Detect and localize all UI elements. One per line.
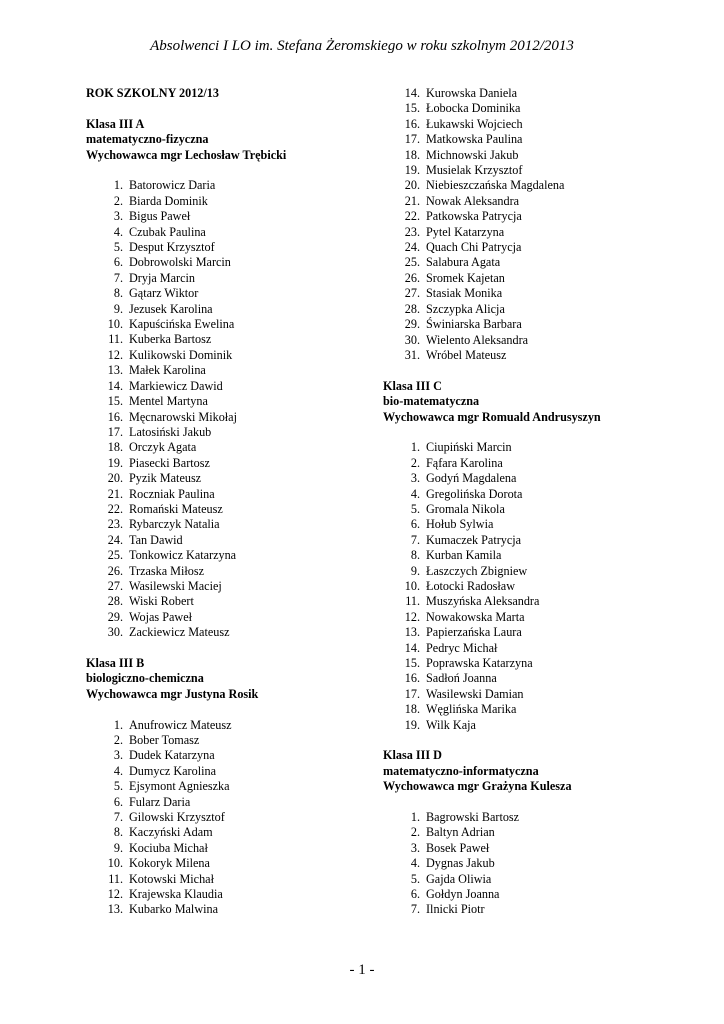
student-number: 3. <box>410 471 420 486</box>
student-number: 2. <box>410 455 420 470</box>
student-number: 12. <box>107 347 123 362</box>
student-name: Gątarz Wiktor <box>129 286 199 301</box>
student-number: 6. <box>410 887 420 902</box>
student-name: Bagrowski Bartosz <box>426 810 520 825</box>
student-item <box>86 286 376 301</box>
student-item <box>86 271 376 286</box>
student-item <box>86 841 376 856</box>
student-item <box>86 487 376 502</box>
student-name: Dobrowolski Marcin <box>129 255 231 270</box>
student-item <box>383 610 683 625</box>
student-name: Wilk Kaja <box>426 717 476 732</box>
student-item <box>86 410 376 425</box>
student-number: 19. <box>404 163 420 178</box>
student-name: Bosek Paweł <box>426 840 490 855</box>
student-item <box>383 333 683 348</box>
student-number: 20. <box>107 471 123 486</box>
student-item <box>86 517 376 532</box>
student-number: 13. <box>107 902 123 917</box>
student-item <box>86 209 376 224</box>
student-item <box>383 132 683 147</box>
student-name: Dygnas Jakub <box>426 856 495 871</box>
student-number: 14. <box>404 86 420 100</box>
student-name: Wiski Robert <box>129 594 194 609</box>
student-name: Nowakowska Marta <box>426 609 525 624</box>
class-name: Klasa III D <box>383 748 442 763</box>
student-number: 23. <box>107 517 123 532</box>
student-item <box>383 86 683 101</box>
student-item <box>383 579 683 594</box>
class-b-block <box>86 656 376 918</box>
student-number: 2. <box>113 193 123 208</box>
student-name: Roczniak Paulina <box>129 486 215 501</box>
student-name: Piasecki Bartosz <box>129 455 210 470</box>
student-name: Sadłoń Joanna <box>426 671 497 686</box>
student-number: 7. <box>113 270 123 285</box>
student-name: Hołub Sylwia <box>426 517 494 532</box>
class-c-block <box>383 379 683 733</box>
student-number: 10. <box>107 856 123 871</box>
student-number: 18. <box>107 440 123 455</box>
student-number: 9. <box>113 840 123 855</box>
student-item <box>86 178 376 193</box>
student-item <box>383 117 683 132</box>
student-number: 6. <box>410 517 420 532</box>
student-name: Zackiewicz Mateusz <box>129 625 230 640</box>
student-item <box>383 148 683 163</box>
student-item <box>86 764 376 779</box>
student-name: Matkowska Paulina <box>426 132 523 147</box>
student-item <box>86 887 376 902</box>
student-number: 12. <box>404 609 420 624</box>
student-number: 9. <box>410 563 420 578</box>
student-number: 3. <box>113 748 123 763</box>
student-name: Baltyn Adrian <box>426 825 495 840</box>
student-name: Dumycz Karolina <box>129 763 216 778</box>
student-name: Dudek Katarzyna <box>129 748 215 763</box>
student-name: Ciupiński Marcin <box>426 440 512 455</box>
student-item <box>383 902 683 917</box>
student-name: Pytel Katarzyna <box>426 224 505 239</box>
class-tutor: Wychowawca mgr Grażyna Kulesza <box>383 779 572 794</box>
student-number: 1. <box>410 440 420 455</box>
student-name: Quach Chi Patrycja <box>426 240 522 255</box>
student-name: Gilowski Krzysztof <box>129 810 225 825</box>
student-number: 1. <box>410 810 420 825</box>
student-list <box>86 718 376 918</box>
student-name: Markiewicz Dawid <box>129 378 223 393</box>
right-column <box>383 86 683 918</box>
student-name: Gromala Nikola <box>426 501 505 516</box>
student-item <box>383 178 683 193</box>
student-item <box>86 733 376 748</box>
student-number: 22. <box>107 501 123 516</box>
student-name: Stasiak Monika <box>426 286 503 301</box>
student-number: 22. <box>404 209 420 224</box>
student-item <box>383 317 683 332</box>
student-item <box>383 533 683 548</box>
student-name: Małek Karolina <box>129 363 206 378</box>
student-name: Poprawska Katarzyna <box>426 656 533 670</box>
student-item <box>383 548 683 563</box>
student-number: 24. <box>107 532 123 547</box>
student-item <box>86 456 376 471</box>
student-number: 5. <box>113 779 123 794</box>
student-number: 23. <box>404 224 420 239</box>
student-number: 4. <box>410 856 420 871</box>
page-number: - 1 - <box>349 962 375 978</box>
student-item <box>383 872 683 887</box>
student-name: Kokoryk Milena <box>129 856 210 871</box>
student-number: 21. <box>404 193 420 208</box>
student-number: 30. <box>404 332 420 347</box>
student-number: 8. <box>113 825 123 840</box>
student-list-continued <box>383 86 683 363</box>
student-name: Wróbel Mateusz <box>426 347 507 362</box>
student-name: Salabura Agata <box>426 255 501 270</box>
student-item <box>383 440 683 455</box>
student-item <box>86 795 376 810</box>
student-number: 5. <box>410 871 420 886</box>
student-item <box>86 825 376 840</box>
student-number: 18. <box>404 147 420 162</box>
class-profile: matematyczno-fizyczna <box>86 132 209 147</box>
student-number: 3. <box>410 840 420 855</box>
student-item <box>383 564 683 579</box>
student-name: Michnowski Jakub <box>426 147 519 162</box>
student-item <box>86 194 376 209</box>
student-name: Godyń Magdalena <box>426 471 517 486</box>
student-name: Ejsymont Agnieszka <box>129 779 230 794</box>
student-name: Rybarczyk Natalia <box>129 517 220 532</box>
student-item <box>86 302 376 317</box>
student-item <box>383 302 683 317</box>
student-number: 6. <box>113 255 123 270</box>
student-name: Dryja Marcin <box>129 270 195 285</box>
page-header: Absolwenci I LO im. Stefana Żeromskiego w roku szkolnym 2012/2013 <box>150 38 574 54</box>
student-name: Świniarska Barbara <box>426 317 522 332</box>
student-number: 18. <box>404 702 420 717</box>
student-number: 14. <box>404 640 420 655</box>
student-number: 7. <box>410 902 420 917</box>
student-name: Orczyk Agata <box>129 440 197 455</box>
student-name: Gajda Oliwia <box>426 871 492 886</box>
student-number: 17. <box>404 132 420 147</box>
student-name: Łukawski Wojciech <box>426 116 523 131</box>
student-number: 14. <box>107 378 123 393</box>
student-number: 2. <box>113 733 123 747</box>
class-profile: biologiczno-chemiczna <box>86 671 204 686</box>
student-number: 16. <box>107 409 123 424</box>
student-name: Biarda Dominik <box>129 193 208 208</box>
student-number: 13. <box>107 363 123 378</box>
student-item <box>383 240 683 255</box>
student-name: Kulikowski Dominik <box>129 347 233 362</box>
student-item <box>86 317 376 332</box>
student-item <box>86 425 376 440</box>
class-name: Klasa III A <box>86 116 145 131</box>
student-number: 30. <box>107 625 123 640</box>
student-item <box>86 625 376 640</box>
student-number: 19. <box>404 717 420 732</box>
student-name: Batorowicz Daria <box>129 178 216 193</box>
student-name: Wielento Aleksandra <box>426 332 529 347</box>
student-name: Musielak Krzysztof <box>426 163 523 178</box>
student-number: 13. <box>404 625 420 640</box>
student-name: Fąfara Karolina <box>426 455 503 470</box>
student-name: Łaszczych Zbigniew <box>426 563 528 578</box>
student-item <box>383 209 683 224</box>
student-item <box>383 163 683 178</box>
student-item <box>383 887 683 902</box>
student-item <box>383 718 683 733</box>
student-item <box>86 255 376 270</box>
student-item <box>86 548 376 563</box>
student-name: Gregolińska Dorota <box>426 486 523 501</box>
school-year-heading: ROK SZKOLNY 2012/13 <box>86 86 219 100</box>
class-name: Klasa III B <box>86 655 145 670</box>
student-name: Tonkowicz Katarzyna <box>129 548 237 563</box>
student-item <box>86 471 376 486</box>
student-number: 11. <box>108 332 123 347</box>
student-name: Czubak Paulina <box>129 224 206 239</box>
student-name: Pyzik Mateusz <box>129 471 202 486</box>
student-item <box>86 748 376 763</box>
student-list <box>86 178 376 640</box>
student-item <box>383 671 683 686</box>
student-name: Nowak Aleksandra <box>426 193 520 208</box>
student-name: Latosiński Jakub <box>129 424 212 439</box>
student-item <box>383 702 683 717</box>
class-tutor: Wychowawca mgr Justyna Rosik <box>86 686 259 701</box>
student-name: Papierzańska Laura <box>426 625 522 640</box>
student-name: Kotowski Michał <box>129 871 214 886</box>
student-name: Krajewska Klaudia <box>129 887 223 902</box>
student-number: 24. <box>404 240 420 255</box>
student-item <box>86 240 376 255</box>
student-item <box>86 440 376 455</box>
student-name: Kuberka Bartosz <box>129 332 212 347</box>
student-item <box>383 625 683 640</box>
student-item <box>86 394 376 409</box>
student-name: Kociuba Michał <box>129 840 208 855</box>
student-name: Patkowska Patrycja <box>426 209 522 224</box>
student-item <box>86 856 376 871</box>
student-number: 4. <box>113 224 123 239</box>
student-number: 4. <box>113 763 123 778</box>
student-item <box>383 502 683 517</box>
student-item <box>383 225 683 240</box>
student-name: Sromek Kajetan <box>426 270 505 285</box>
student-item <box>383 348 683 363</box>
student-number: 29. <box>107 609 123 624</box>
student-number: 26. <box>404 270 420 285</box>
student-item <box>86 902 376 917</box>
student-number: 9. <box>113 301 123 316</box>
student-number: 28. <box>404 301 420 316</box>
student-number: 12. <box>107 887 123 902</box>
student-name: Węglińska Marika <box>426 702 517 717</box>
student-item <box>383 255 683 270</box>
student-name: Gołdyn Joanna <box>426 887 500 902</box>
class-profile: matematyczno-informatyczna <box>383 763 539 778</box>
student-item <box>383 517 683 532</box>
student-number: 28. <box>107 594 123 609</box>
student-number: 19. <box>107 455 123 470</box>
student-number: 1. <box>113 717 123 732</box>
student-number: 10. <box>404 578 420 593</box>
student-number: 25. <box>107 548 123 563</box>
student-name: Ilnicki Piotr <box>426 902 485 917</box>
student-item <box>86 379 376 394</box>
student-number: 27. <box>404 286 420 301</box>
student-number: 15. <box>404 101 420 116</box>
student-name: Pedryc Michał <box>426 640 498 655</box>
class-d-block <box>383 748 683 917</box>
student-number: 10. <box>107 317 123 332</box>
student-number: 26. <box>107 563 123 578</box>
student-name: Fularz Daria <box>129 794 191 809</box>
student-name: Niebieszczańska Magdalena <box>426 178 565 193</box>
student-item <box>86 225 376 240</box>
student-number: 27. <box>107 578 123 593</box>
student-number: 31. <box>404 347 420 362</box>
student-item <box>383 101 683 116</box>
student-number: 16. <box>404 116 420 131</box>
student-name: Desput Krzysztof <box>129 240 215 255</box>
student-item <box>383 456 683 471</box>
student-number: 29. <box>404 317 420 332</box>
student-name: Kurban Kamila <box>426 548 502 563</box>
left-column <box>86 86 376 918</box>
student-item <box>383 194 683 209</box>
student-item <box>383 841 683 856</box>
student-number: 16. <box>404 671 420 686</box>
student-number: 11. <box>405 594 420 609</box>
student-item <box>383 687 683 702</box>
student-name: Szczypka Alicja <box>426 301 505 316</box>
student-item <box>383 286 683 301</box>
student-number: 2. <box>410 825 420 840</box>
student-item <box>86 348 376 363</box>
student-number: 4. <box>410 486 420 501</box>
student-item <box>86 594 376 609</box>
student-name: Bigus Paweł <box>129 209 191 224</box>
student-number: 5. <box>113 240 123 255</box>
student-item <box>383 487 683 502</box>
student-name: Anufrowicz Mateusz <box>129 717 232 732</box>
student-item <box>86 872 376 887</box>
student-number: 20. <box>404 178 420 193</box>
student-item <box>383 810 683 825</box>
student-number: 7. <box>410 532 420 547</box>
student-item <box>86 779 376 794</box>
class-profile: bio-matematyczna <box>383 394 480 409</box>
student-name: Kumaczek Patrycja <box>426 532 522 547</box>
student-name: Łobocka Dominika <box>426 101 521 116</box>
student-number: 11. <box>108 871 123 886</box>
student-number: 17. <box>404 686 420 701</box>
class-a-block <box>86 117 376 641</box>
student-name: Wasilewski Maciej <box>129 578 222 593</box>
student-item <box>383 471 683 486</box>
student-item <box>86 718 376 733</box>
student-item <box>383 656 683 671</box>
student-number: 25. <box>404 255 420 270</box>
student-item <box>86 502 376 517</box>
class-tutor: Wychowawca mgr Lechosław Trębicki <box>86 147 287 162</box>
student-item <box>86 810 376 825</box>
student-item <box>86 564 376 579</box>
student-item <box>86 579 376 594</box>
student-item <box>86 332 376 347</box>
student-item <box>383 856 683 871</box>
student-item <box>86 610 376 625</box>
student-name: Tan Dawid <box>129 532 183 547</box>
student-name: Kaczyński Adam <box>129 825 213 840</box>
student-name: Wojas Paweł <box>129 609 192 624</box>
student-item <box>383 594 683 609</box>
student-number: 7. <box>113 810 123 825</box>
student-number: 8. <box>113 286 123 301</box>
student-name: Łotocki Radosław <box>426 578 516 593</box>
student-number: 15. <box>107 394 123 409</box>
student-item <box>383 641 683 656</box>
student-number: 8. <box>410 548 420 563</box>
student-name: Muszyńska Aleksandra <box>426 594 540 609</box>
student-name: Męcnarowski Mikołaj <box>129 409 237 424</box>
student-number: 6. <box>113 794 123 809</box>
student-item <box>86 533 376 548</box>
student-name: Kurowska Daniela <box>426 86 518 100</box>
student-number: 17. <box>107 424 123 439</box>
student-number: 21. <box>107 486 123 501</box>
student-item <box>383 271 683 286</box>
student-item <box>86 363 376 378</box>
student-number: 1. <box>113 178 123 193</box>
student-list <box>383 440 683 733</box>
student-name: Wasilewski Damian <box>426 686 524 701</box>
student-name: Kubarko Malwina <box>129 902 219 917</box>
class-tutor: Wychowawca mgr Romuald Andrusyszyn <box>383 409 601 424</box>
student-name: Romański Mateusz <box>129 501 223 516</box>
student-name: Jezusek Karolina <box>129 301 213 316</box>
student-name: Trzaska Miłosz <box>129 563 205 578</box>
student-name: Bober Tomasz <box>129 733 200 747</box>
class-name: Klasa III C <box>383 378 442 393</box>
student-name: Kapuścińska Ewelina <box>129 317 235 332</box>
student-list <box>383 810 683 918</box>
student-number: 15. <box>404 656 420 670</box>
student-name: Mentel Martyna <box>129 394 208 409</box>
student-item <box>383 825 683 840</box>
student-number: 3. <box>113 209 123 224</box>
student-number: 5. <box>410 501 420 516</box>
